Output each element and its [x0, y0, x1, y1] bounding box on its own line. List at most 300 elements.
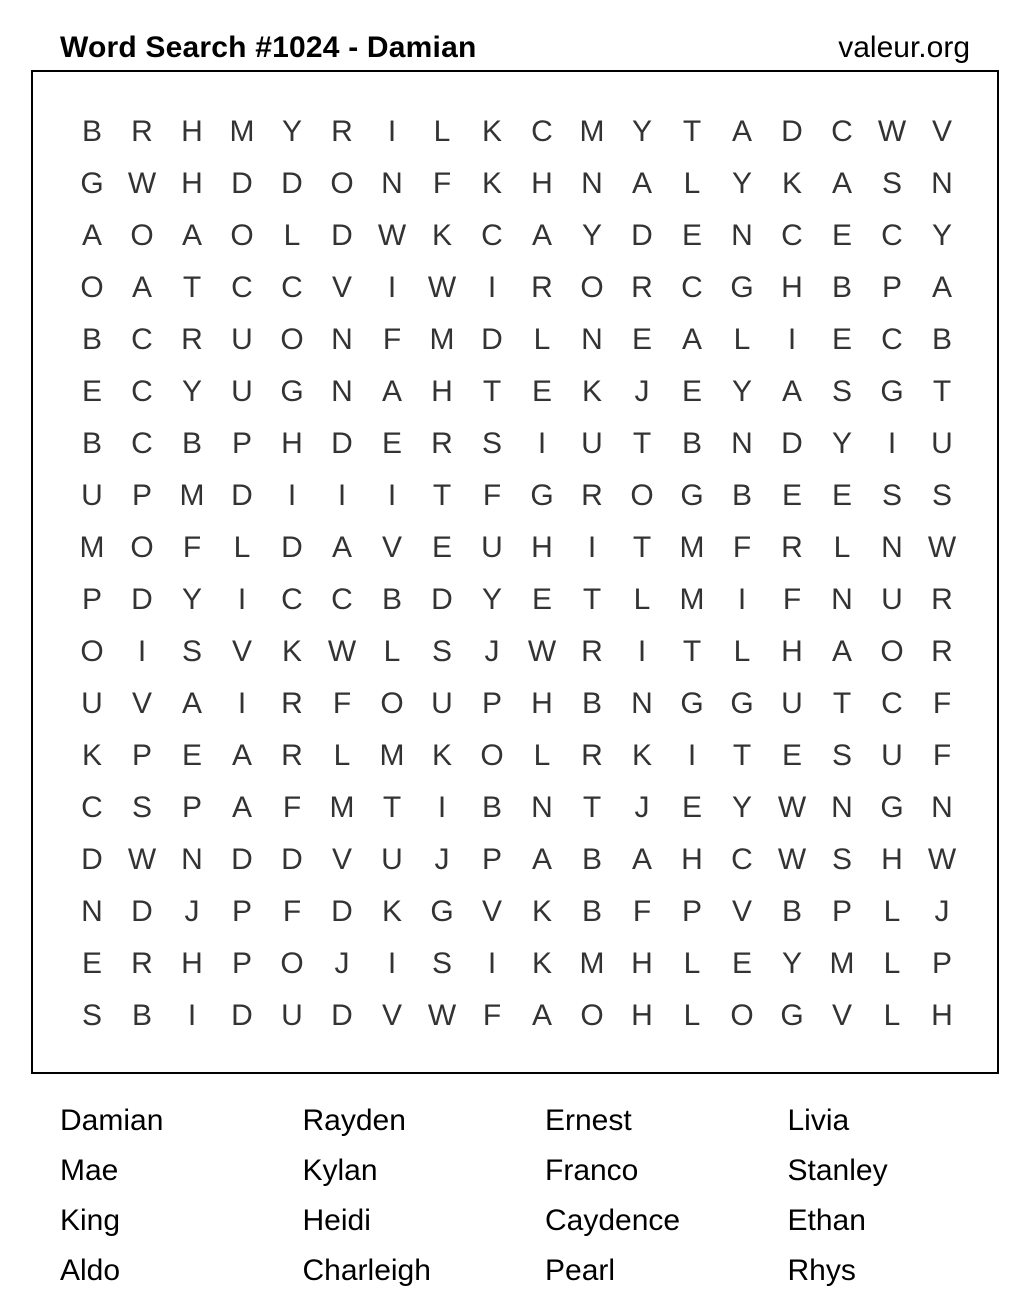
grid-letter: C	[881, 687, 903, 720]
grid-letter: S	[431, 947, 452, 980]
grid-letter: A	[231, 791, 252, 824]
grid-letter: U	[881, 739, 903, 772]
grid-letter: N	[931, 791, 953, 824]
grid-letter: A	[781, 375, 802, 408]
word-list-item: Livia	[787, 1104, 850, 1137]
grid-letter: W	[327, 635, 357, 668]
grid-letter: T	[482, 375, 502, 408]
grid-letter: N	[531, 791, 553, 824]
grid-letter: T	[582, 583, 602, 616]
grid-letter: I	[537, 427, 547, 460]
grid-letter: H	[431, 375, 453, 408]
grid-letter: S	[881, 479, 902, 512]
grid-letter: T	[632, 531, 652, 564]
grid-letter: H	[181, 115, 203, 148]
grid-letter: F	[482, 479, 502, 512]
grid-letter: V	[931, 115, 952, 148]
grid-letter: L	[633, 583, 651, 616]
grid-letter: G	[280, 375, 304, 408]
grid-letter: R	[581, 739, 603, 772]
grid-letter: C	[81, 791, 103, 824]
grid-letter: H	[531, 167, 553, 200]
grid-letter: S	[881, 167, 902, 200]
grid-letter: N	[731, 219, 753, 252]
grid-letter: N	[81, 895, 103, 928]
word-list-item: Aldo	[60, 1254, 121, 1287]
grid-letter: V	[831, 999, 852, 1032]
grid-letter: D	[231, 167, 253, 200]
grid-letter: K	[481, 167, 502, 200]
grid-letter: W	[427, 999, 457, 1032]
grid-letter: H	[881, 843, 903, 876]
grid-letter: V	[731, 895, 752, 928]
grid-letter: S	[931, 479, 952, 512]
grid-letter: H	[681, 843, 703, 876]
grid-letter: A	[181, 687, 202, 720]
grid-letter: H	[281, 427, 303, 460]
word-list-item: Kylan	[302, 1154, 378, 1187]
grid-letter: U	[81, 687, 103, 720]
grid-letter: H	[181, 947, 203, 980]
grid-letter: O	[80, 271, 104, 304]
grid-letter: H	[631, 947, 653, 980]
grid-letter: B	[181, 427, 202, 460]
grid-letter: E	[731, 947, 752, 980]
grid-letter: W	[527, 635, 557, 668]
grid-letter: R	[131, 115, 153, 148]
grid-letter: U	[781, 687, 803, 720]
grid-letter: G	[680, 479, 704, 512]
grid-letter: T	[682, 115, 702, 148]
grid-letter: P	[181, 791, 202, 824]
grid-letter: E	[781, 739, 802, 772]
grid-letter: C	[731, 843, 753, 876]
grid-letter: A	[831, 167, 852, 200]
grid-letter: C	[881, 323, 903, 356]
grid-letter: K	[81, 739, 102, 772]
grid-letter: N	[631, 687, 653, 720]
grid-letter: M	[429, 323, 455, 356]
grid-letter: E	[381, 427, 402, 460]
grid-letter: S	[481, 427, 502, 460]
grid-letter: C	[531, 115, 553, 148]
grid-letter: G	[530, 479, 554, 512]
grid-letter: E	[181, 739, 202, 772]
grid-letter: L	[733, 635, 751, 668]
grid-letter: G	[730, 271, 754, 304]
grid-letter: Y	[731, 167, 752, 200]
grid-letter: K	[531, 895, 552, 928]
grid-letter: B	[581, 843, 602, 876]
grid-letter: L	[683, 947, 701, 980]
grid-letter: A	[831, 635, 852, 668]
grid-letter: E	[431, 531, 452, 564]
grid-letter: V	[481, 895, 502, 928]
grid-letter: V	[331, 271, 352, 304]
grid-letter: A	[231, 739, 252, 772]
grid-letter: L	[883, 999, 901, 1032]
grid-letter: S	[831, 739, 852, 772]
grid-letter: N	[831, 583, 853, 616]
grid-letter: I	[387, 947, 397, 980]
grid-letter: C	[131, 375, 153, 408]
grid-letter: P	[931, 947, 952, 980]
grid-letter: V	[231, 635, 252, 668]
grid-letter: B	[81, 427, 102, 460]
grid-letter: W	[877, 115, 907, 148]
grid-letter: E	[81, 375, 102, 408]
grid-letter: F	[182, 531, 202, 564]
grid-letter: N	[381, 167, 403, 200]
word-list-item: Heidi	[302, 1204, 371, 1237]
grid-letter: I	[637, 635, 647, 668]
grid-letter: P	[481, 687, 502, 720]
grid-letter: E	[631, 323, 652, 356]
grid-letter: B	[581, 687, 602, 720]
grid-letter: N	[331, 375, 353, 408]
grid-letter: K	[781, 167, 802, 200]
grid-letter: Y	[481, 583, 502, 616]
grid-letter: H	[531, 687, 553, 720]
grid-letter: V	[131, 687, 152, 720]
grid-letter: L	[383, 635, 401, 668]
grid-letter: F	[282, 791, 302, 824]
grid-letter: F	[932, 687, 952, 720]
word-list-item: Ernest	[545, 1104, 632, 1137]
grid-letter: D	[331, 999, 353, 1032]
grid-letter: M	[229, 115, 255, 148]
grid-letter: B	[481, 791, 502, 824]
grid-letter: N	[331, 323, 353, 356]
grid-letter: L	[683, 999, 701, 1032]
grid-letter: W	[377, 219, 407, 252]
letter-grid	[67, 106, 967, 1042]
grid-letter: L	[233, 531, 251, 564]
grid-letter: D	[331, 427, 353, 460]
grid-letter: C	[131, 323, 153, 356]
grid-letter: K	[481, 115, 502, 148]
grid-letter: K	[281, 635, 302, 668]
grid-letter: E	[831, 479, 852, 512]
grid-letter: G	[780, 999, 804, 1032]
grid-letter: T	[432, 479, 452, 512]
word-list-item: Stanley	[787, 1154, 888, 1187]
grid-letter: Y	[831, 427, 852, 460]
grid-letter: F	[732, 531, 752, 564]
grid-letter: T	[732, 739, 752, 772]
grid-letter: W	[777, 843, 807, 876]
grid-letter: L	[833, 531, 851, 564]
grid-letter: W	[927, 843, 957, 876]
grid-letter: R	[781, 531, 803, 564]
grid-letter: J	[484, 635, 500, 668]
grid-letter: U	[231, 375, 253, 408]
grid-letter: J	[934, 895, 950, 928]
grid-letter: L	[733, 323, 751, 356]
grid-letter: N	[731, 427, 753, 460]
grid-letter: M	[179, 479, 205, 512]
grid-letter: A	[381, 375, 402, 408]
grid-letter: P	[131, 479, 152, 512]
grid-letter: W	[427, 271, 457, 304]
grid-letter: U	[281, 999, 303, 1032]
word-list-item: Caydence	[545, 1204, 681, 1237]
grid-letter: M	[379, 739, 405, 772]
grid-letter: D	[131, 583, 153, 616]
grid-letter: D	[231, 479, 253, 512]
grid-letter: I	[237, 687, 247, 720]
grid-letter: R	[581, 635, 603, 668]
grid-letter: O	[580, 271, 604, 304]
grid-letter: N	[181, 843, 203, 876]
grid-letter: B	[581, 895, 602, 928]
grid-letter: I	[237, 583, 247, 616]
grid-letter: D	[781, 115, 803, 148]
grid-letter: D	[481, 323, 503, 356]
grid-letter: T	[582, 791, 602, 824]
grid-letter: I	[337, 479, 347, 512]
grid-letter: H	[181, 167, 203, 200]
grid-letter: S	[81, 999, 102, 1032]
word-list-item: Pearl	[545, 1254, 616, 1287]
grid-letter: T	[632, 427, 652, 460]
grid-letter: C	[231, 271, 253, 304]
grid-letter: R	[581, 479, 603, 512]
grid-letter: C	[281, 271, 303, 304]
grid-letter: B	[81, 115, 102, 148]
grid-letter: T	[682, 635, 702, 668]
grid-letter: R	[531, 271, 553, 304]
word-list-item: Damian	[60, 1104, 164, 1137]
grid-letter: K	[431, 219, 452, 252]
grid-letter: A	[681, 323, 702, 356]
grid-letter: S	[131, 791, 152, 824]
grid-letter: O	[880, 635, 904, 668]
grid-letter: E	[831, 323, 852, 356]
grid-letter: K	[531, 947, 552, 980]
grid-letter: N	[581, 167, 603, 200]
grid-letter: W	[777, 791, 807, 824]
grid-letter: F	[282, 895, 302, 928]
grid-letter: T	[832, 687, 852, 720]
grid-letter: V	[381, 531, 402, 564]
grid-letter: A	[81, 219, 102, 252]
grid-letter: A	[531, 843, 552, 876]
grid-letter: I	[687, 739, 697, 772]
grid-letter: R	[131, 947, 153, 980]
grid-letter: F	[332, 687, 352, 720]
grid-letter: O	[280, 323, 304, 356]
grid-letter: I	[137, 635, 147, 668]
grid-letter: A	[631, 843, 652, 876]
grid-letter: F	[782, 583, 802, 616]
word-list-item: King	[60, 1204, 121, 1237]
grid-letter: D	[231, 999, 253, 1032]
grid-letter: O	[130, 531, 154, 564]
grid-letter: A	[931, 271, 952, 304]
grid-letter: R	[281, 687, 303, 720]
grid-letter: H	[781, 635, 803, 668]
grid-letter: C	[831, 115, 853, 148]
letter-grid-frame	[31, 70, 999, 1074]
grid-letter: I	[387, 271, 397, 304]
grid-letter: O	[330, 167, 354, 200]
grid-letter: I	[187, 999, 197, 1032]
grid-letter: A	[731, 115, 752, 148]
grid-letter: S	[831, 843, 852, 876]
grid-letter: A	[531, 999, 552, 1032]
grid-letter: P	[131, 739, 152, 772]
grid-letter: D	[131, 895, 153, 928]
grid-letter: A	[531, 219, 552, 252]
grid-letter: N	[831, 791, 853, 824]
grid-letter: P	[681, 895, 702, 928]
grid-letter: B	[831, 271, 852, 304]
grid-letter: C	[781, 219, 803, 252]
grid-letter: A	[631, 167, 652, 200]
grid-letter: O	[230, 219, 254, 252]
grid-letter: A	[131, 271, 152, 304]
grid-letter: P	[831, 895, 852, 928]
site-name: valeur.org	[838, 31, 970, 64]
grid-letter: J	[634, 791, 650, 824]
grid-letter: D	[781, 427, 803, 460]
grid-letter: K	[381, 895, 402, 928]
grid-letter: E	[781, 479, 802, 512]
grid-letter: F	[932, 739, 952, 772]
grid-letter: S	[831, 375, 852, 408]
grid-letter: J	[634, 375, 650, 408]
word-list-item: Mae	[60, 1154, 119, 1187]
grid-letter: H	[531, 531, 553, 564]
grid-letter: U	[581, 427, 603, 460]
grid-letter: C	[281, 583, 303, 616]
grid-letter: E	[831, 219, 852, 252]
grid-letter: P	[231, 427, 252, 460]
grid-letter: I	[487, 271, 497, 304]
grid-letter: I	[387, 479, 397, 512]
grid-letter: M	[579, 947, 605, 980]
grid-letter: U	[231, 323, 253, 356]
grid-letter: O	[380, 687, 404, 720]
grid-letter: R	[931, 635, 953, 668]
grid-letter: L	[883, 895, 901, 928]
grid-letter: B	[731, 479, 752, 512]
grid-letter: L	[433, 115, 451, 148]
grid-letter: N	[581, 323, 603, 356]
grid-letter: W	[127, 843, 157, 876]
grid-letter: F	[432, 167, 452, 200]
grid-letter: P	[81, 583, 102, 616]
grid-letter: B	[131, 999, 152, 1032]
grid-letter: J	[434, 843, 450, 876]
grid-letter: F	[632, 895, 652, 928]
grid-letter: P	[231, 947, 252, 980]
page-header	[60, 26, 970, 70]
grid-letter: D	[631, 219, 653, 252]
grid-letter: R	[931, 583, 953, 616]
word-list-item: Ethan	[787, 1204, 866, 1237]
grid-letter: M	[79, 531, 105, 564]
grid-letter: E	[81, 947, 102, 980]
grid-letter: Y	[931, 219, 952, 252]
grid-letter: L	[533, 323, 551, 356]
grid-letter: C	[331, 583, 353, 616]
grid-letter: M	[679, 583, 705, 616]
grid-letter: P	[231, 895, 252, 928]
grid-letter: O	[280, 947, 304, 980]
grid-letter: I	[887, 427, 897, 460]
grid-letter: G	[880, 375, 904, 408]
grid-letter: Y	[731, 791, 752, 824]
grid-letter: Y	[631, 115, 652, 148]
grid-letter: C	[881, 219, 903, 252]
grid-letter: F	[482, 999, 502, 1032]
grid-letter: Y	[281, 115, 302, 148]
grid-letter: G	[680, 687, 704, 720]
grid-letter: T	[182, 271, 202, 304]
grid-letter: U	[81, 479, 103, 512]
grid-letter: H	[931, 999, 953, 1032]
grid-letter: S	[181, 635, 202, 668]
grid-letter: K	[581, 375, 602, 408]
grid-letter: R	[431, 427, 453, 460]
grid-letter: R	[631, 271, 653, 304]
grid-letter: R	[331, 115, 353, 148]
grid-letter: P	[481, 843, 502, 876]
grid-letter: V	[381, 999, 402, 1032]
grid-letter: Y	[781, 947, 802, 980]
grid-letter: I	[287, 479, 297, 512]
grid-letter: B	[381, 583, 402, 616]
grid-letter: U	[431, 687, 453, 720]
grid-letter: J	[184, 895, 200, 928]
grid-letter: U	[481, 531, 503, 564]
grid-letter: D	[231, 843, 253, 876]
grid-letter: I	[787, 323, 797, 356]
grid-letter: D	[431, 583, 453, 616]
word-list-item: Rayden	[302, 1104, 406, 1137]
grid-letter: Y	[181, 375, 202, 408]
grid-letter: E	[531, 375, 552, 408]
grid-letter: G	[80, 167, 104, 200]
grid-letter: B	[681, 427, 702, 460]
grid-letter: E	[681, 219, 702, 252]
grid-letter: I	[437, 791, 447, 824]
grid-letter: I	[587, 531, 597, 564]
grid-letter: U	[881, 583, 903, 616]
grid-letter: H	[781, 271, 803, 304]
grid-letter: U	[931, 427, 953, 460]
grid-letter: L	[533, 739, 551, 772]
grid-letter: M	[679, 531, 705, 564]
grid-letter: I	[387, 115, 397, 148]
grid-letter: L	[883, 947, 901, 980]
grid-letter: W	[127, 167, 157, 200]
grid-letter: O	[480, 739, 504, 772]
grid-letter: L	[283, 219, 301, 252]
grid-letter: T	[932, 375, 952, 408]
grid-letter: D	[281, 531, 303, 564]
grid-letter: D	[331, 895, 353, 928]
grid-letter: Y	[731, 375, 752, 408]
grid-letter: B	[931, 323, 952, 356]
grid-letter: A	[181, 219, 202, 252]
grid-letter: E	[681, 791, 702, 824]
grid-letter: D	[81, 843, 103, 876]
grid-letter: I	[487, 947, 497, 980]
word-list-item: Rhys	[787, 1254, 856, 1287]
